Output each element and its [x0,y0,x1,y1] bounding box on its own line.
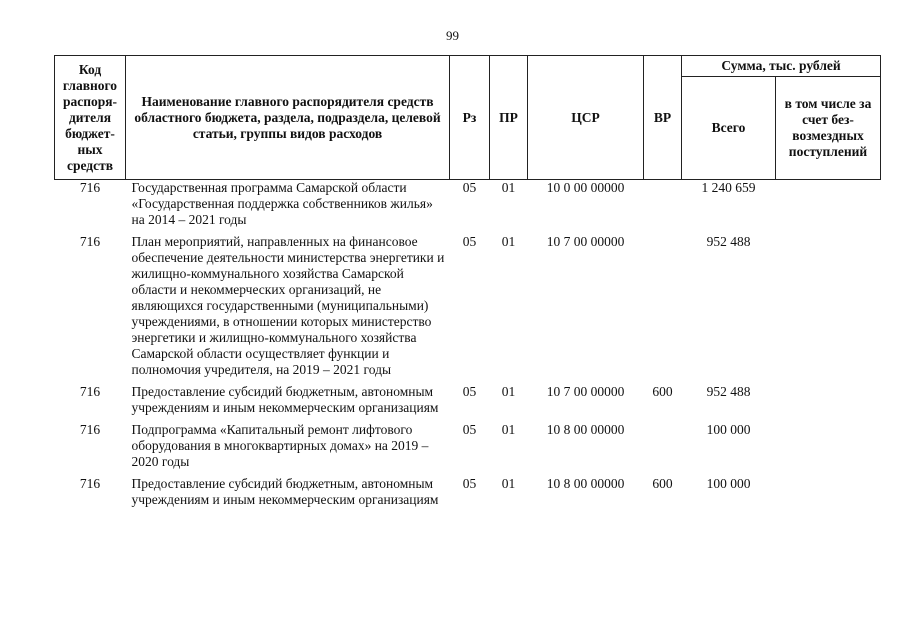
header-vr: ВР [644,56,682,180]
cell-code: 716 [79,234,101,249]
cell-rz: 05 [462,234,477,249]
cell-code: 716 [79,476,101,491]
header-sum: Сумма, тыс. рублей [682,56,881,77]
cell-grants [776,234,881,384]
cell-grants [776,384,881,422]
table-header [55,56,881,180]
cell-rz: 05 [462,476,477,491]
cell-rz: 05 [462,384,477,399]
cell-name: План мероприятий, направленных на финансовое обеспечение деятельности министерства энергетики и жилищно-коммунального хозяйства Самарской области и некоммерческих организаций, не являющихся государственными (муниципальными) учреждениями, в отношении которых министерство энергетики и жилищно-коммунального хозяйства Самарской области осуществляет функции и полномочия учредителя, на 2019 – 2021 годы [131,234,445,377]
header-pr: ПР [490,56,528,180]
header-rz: Рз [450,56,490,180]
cell-name: Предоставление субсидий бюджетным, автономным учреждениям и иным некоммерческим организациям [131,384,439,415]
table-body [55,180,881,515]
header-grants: в том числе за счет без-возмездных поступлений [776,77,881,180]
cell-grants [776,476,881,514]
cell-rz: 05 [462,180,477,195]
table-row [55,180,881,235]
cell-name: Предоставление субсидий бюджетным, автономным учреждениям и иным некоммерческим организациям [131,476,439,507]
cell-pr: 01 [501,234,516,249]
cell-grants [776,422,881,476]
table-row [55,476,881,514]
cell-pr: 01 [501,422,516,437]
cell-rz: 05 [462,422,477,437]
header-code: Код главного распоря-дителя бюджет-ных средств [55,56,126,180]
cell-name: Государственная программа Самарской области «Государственная поддержка собственников жилья» на 2014 – 2021 годы [131,180,433,227]
cell-grants [776,180,881,235]
cell-total: 952 488 [706,384,751,399]
page-number: 99 [446,28,459,43]
cell-vr: 600 [652,476,673,491]
header-csr: ЦСР [528,56,644,180]
cell-total: 1 240 659 [701,180,756,195]
cell-code: 716 [79,180,101,195]
cell-csr: 10 0 00 00000 [546,180,625,195]
cell-vr [644,180,682,235]
cell-csr: 10 7 00 00000 [546,234,625,249]
table-row [55,384,881,422]
table-row [55,234,881,384]
cell-vr [644,234,682,384]
cell-name: Подпрограмма «Капитальный ремонт лифтового оборудования в многоквартирных домах» на 2019 – 2020 годы [131,422,429,469]
cell-csr: 10 7 00 00000 [546,384,625,399]
table-row [55,422,881,476]
cell-code: 716 [79,384,101,399]
header-total: Всего [682,77,776,180]
cell-pr: 01 [501,476,516,491]
cell-code: 716 [79,422,101,437]
cell-csr: 10 8 00 00000 [546,422,625,437]
cell-pr: 01 [501,384,516,399]
cell-total: 100 000 [706,422,751,437]
cell-vr: 600 [652,384,673,399]
cell-total: 952 488 [706,234,751,249]
budget-table [54,55,881,514]
cell-csr: 10 8 00 00000 [546,476,625,491]
cell-pr: 01 [501,180,516,195]
cell-total: 100 000 [706,476,751,491]
cell-vr [644,422,682,476]
header-name: Наименование главного распорядителя средств областного бюджета, раздела, подраздела, целевой статьи, группы видов расходов [126,56,450,180]
